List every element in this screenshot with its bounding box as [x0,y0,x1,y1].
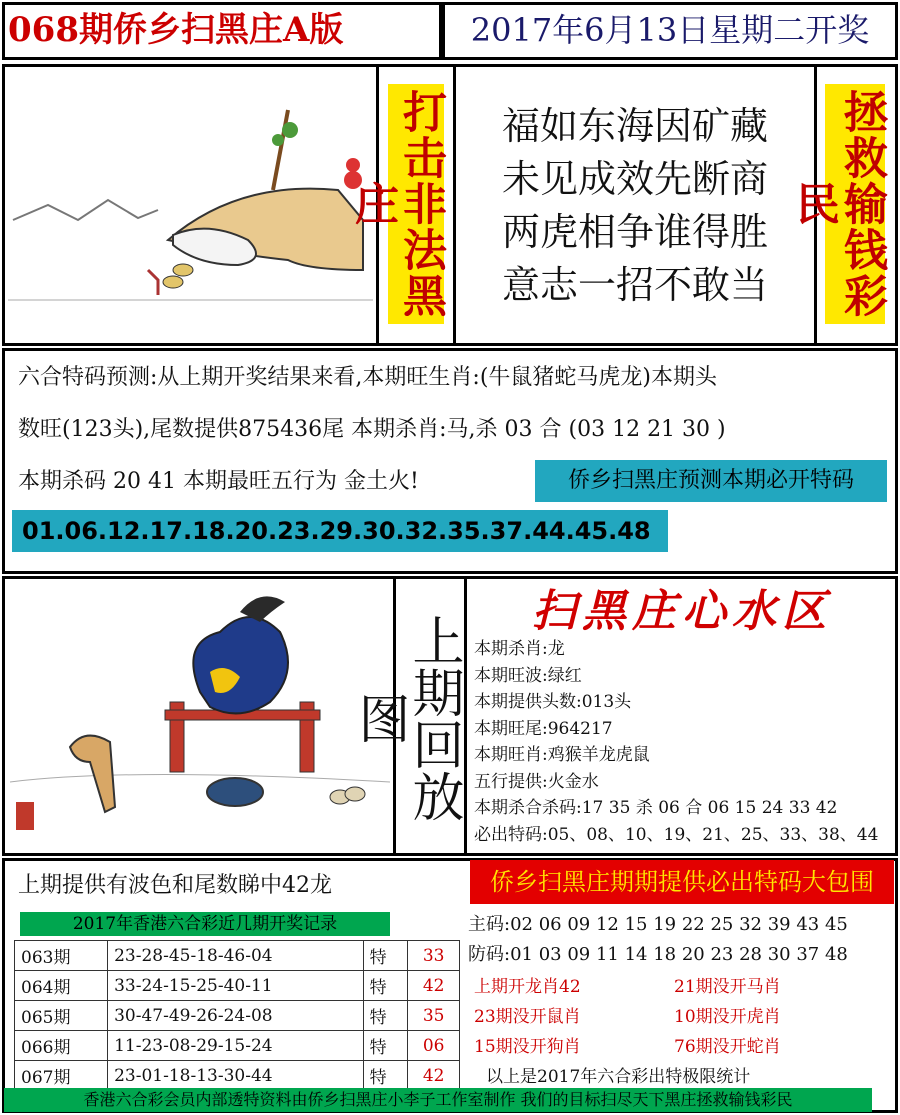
cartoon-left-image [8,70,373,340]
heart-zone-title: 扫黑庄心水区 [532,586,832,637]
stat-item: 21期没开马肖 [674,977,781,997]
special-cell: 42 [408,1061,460,1091]
cartoon-rooster-image [10,582,390,850]
prediction-line-1: 六合特码预测:从上期开奖结果来看,本期旺生肖:(牛鼠猪蛇马虎龙)本期头 [18,365,717,390]
last-hit-text: 上期提供有波色和尾数睇中42龙 [18,873,332,898]
special-cell: 06 [408,1031,460,1061]
numbers-cell: 11-23-08-29-15-24 [108,1031,364,1061]
te-cell: 特 [363,1001,408,1031]
draw-date: 2017年6月13日星期二开奖 [470,11,870,49]
stat-item: 上期开龙肖42 [474,977,581,997]
poem-line: 未见成效先断商 [501,157,768,201]
footer-banner: 香港六合彩会员内部透特资料由侨乡扫黑庄小李子工作室制作 我们的目标扫尽天下黑庄拯救输钱彩民 [4,1088,872,1112]
special-cell: 42 [408,971,460,1001]
heart-item: 本期旺肖:鸡猴羊龙虎鼠 [474,745,650,765]
poem [460,70,810,340]
numbers-cell: 30-47-49-26-24-08 [108,1001,364,1031]
numbers-cell: 23-28-45-18-46-04 [108,941,364,971]
issue-cell: 065期 [15,1001,108,1031]
issue-title: 068期侨乡扫黑庄A版 [8,10,344,50]
stat-item: 15期没开狗肖 [474,1037,581,1057]
numbers-cell: 33-24-15-25-40-11 [108,971,364,1001]
numbers-cell: 23-01-18-13-30-44 [108,1061,364,1091]
must-open-label: 侨乡扫黑庄预测本期必开特码 [535,460,887,502]
heart-item: 本期旺尾:964217 [474,718,613,739]
heart-item: 本期旺波:绿红 [474,665,582,686]
poem-line: 两虎相争谁得胜 [501,210,768,254]
te-cell: 特 [363,1061,408,1091]
right-slogan: 拯救输钱彩民 [825,84,885,324]
table-row [15,971,460,1001]
issue-cell: 067期 [15,1061,108,1091]
stat-item: 10期没开虎肖 [674,1007,781,1027]
history-title: 2017年香港六合彩近几期开奖记录 [20,912,390,936]
te-cell: 特 [363,971,408,1001]
left-slogan: 打击非法黑庄 [388,84,444,324]
heart-item: 必出特码:05、08、10、19、21、25、33、38、44 [474,824,879,845]
table-row [15,941,460,971]
stat-item: 76期没开蛇肖 [674,1037,781,1057]
heart-item: 五行提供:火金水 [474,771,599,792]
table-row [15,1001,460,1031]
stat-row [474,972,894,1002]
poem-line: 福如东海因矿藏 [501,104,768,148]
issue-cell: 063期 [15,941,108,971]
te-cell: 特 [363,1031,408,1061]
stat-item: 23期没开鼠肖 [474,1007,581,1027]
table-row [15,1031,460,1061]
history-table [14,940,460,1091]
stat-row [474,1002,894,1032]
prediction-line-3: 本期杀码 20 41 本期最旺五行为 金土火! [18,469,419,494]
defense-codes: 防码:01 03 09 11 14 18 20 23 28 30 37 48 [468,944,848,965]
heart-item: 本期提供头数:013头 [474,692,632,712]
stats-note: 以上是2017年六合彩出特极限统计 [486,1067,751,1087]
special-numbers: 01.06.12.17.18.20.23.29.30.32.35.37.44.45.48 [12,510,668,552]
review-title: 上期回放图 [349,613,463,822]
special-cell: 35 [408,1001,460,1031]
red-banner: 侨乡扫黑庄期期提供必出特码大包围 [470,860,894,904]
issue-cell: 066期 [15,1031,108,1061]
heart-item: 本期杀合杀码:17 35 杀 06 合 06 15 24 33 42 [474,798,838,818]
poem-line: 意志一招不敢当 [501,263,768,307]
te-cell: 特 [363,941,408,971]
heart-item: 本期杀肖:龙 [474,639,565,659]
stat-row [474,1032,894,1062]
prediction-line-2: 数旺(123头),尾数提供875436尾 本期杀肖:马,杀 03 合 (03 12 21 30 ) [18,417,726,442]
heart-zone-list [474,636,894,848]
table-row [15,1061,460,1091]
main-codes: 主码:02 06 09 12 15 19 22 25 32 39 43 45 [468,914,848,935]
special-cell: 33 [408,941,460,971]
miss-stats [474,972,894,1092]
issue-cell: 064期 [15,971,108,1001]
